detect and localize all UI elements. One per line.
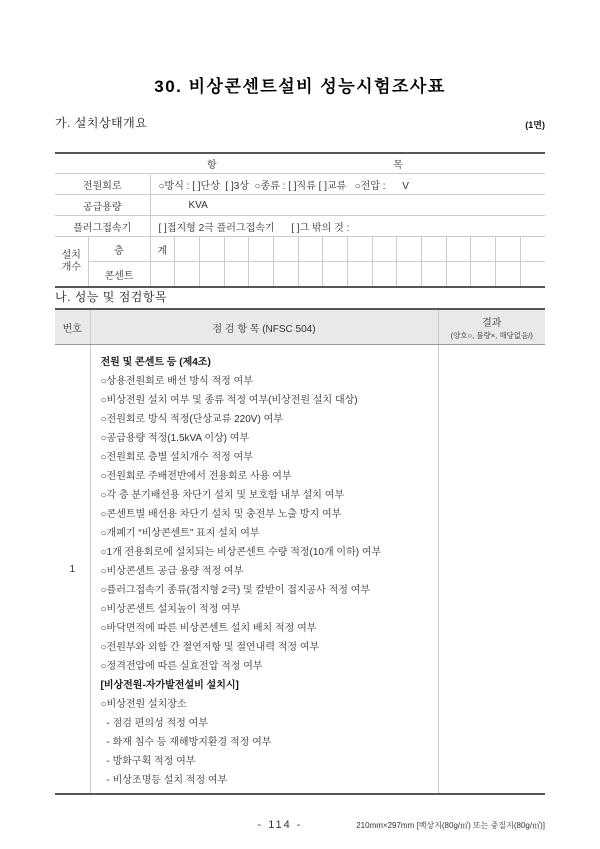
- checklist-item: - 화재 침수 등 재해방지환경 적정 여부: [106, 737, 272, 748]
- result-header-line1: 결과: [482, 317, 502, 329]
- count-cell: [496, 262, 521, 288]
- installation-overview-table: [55, 152, 545, 288]
- count-cell: [298, 262, 323, 288]
- install-count-outlet-row: [55, 262, 545, 288]
- count-cell: [273, 237, 298, 262]
- checklist-table: [55, 308, 545, 795]
- count-cell: [150, 262, 175, 288]
- checklist-item: ○전원회로 주배전반에서 전용회로 사용 여부: [100, 471, 292, 482]
- checklist-items-cell: [90, 345, 438, 795]
- count-cell: [298, 237, 323, 262]
- checklist-item: ○전원부와 외함 간 절연저항 및 절연내력 적정 여부: [100, 642, 320, 653]
- count-cell: [348, 237, 373, 262]
- checklist-item: ○전원회로 층별 설치개수 적정 여부: [100, 452, 253, 463]
- count-cell: [224, 237, 249, 262]
- count-cell: [323, 262, 348, 288]
- checklist-item: ○전원회로 방식 적정(단상교류 220V) 여부: [100, 414, 283, 425]
- checklist-body-row: [55, 345, 545, 795]
- paper-spec-note: 210mm×297mm [백상지(80g/㎡) 또는 중질지(80g/㎡)]: [356, 821, 545, 830]
- checklist-item: ○바닥면적에 따른 비상콘센트 설치 배치 적정 여부: [100, 623, 317, 634]
- checklist-item: ○플러그접속기 종류(접지형 2극) 및 칼받이 접지공사 적정 여부: [100, 585, 371, 596]
- checklist-item: ○1개 전용회로에 설치되는 비상콘센트 수량 적정(10개 이하) 여부: [100, 547, 382, 558]
- floor-row-label: 층: [88, 237, 150, 262]
- count-cell: [520, 262, 545, 288]
- result-header-line2: (양호○, 불량×, 해당없음/): [450, 330, 533, 340]
- table-row: [55, 174, 545, 195]
- count-cell: [471, 237, 496, 262]
- power-circuit-value: ○방식 : [ ]단상 [ ]3상 ○종류 : [ ]직류 [ ]교류 ○전압 : V: [150, 174, 545, 195]
- count-cell: [249, 262, 274, 288]
- result-entry-cell: [438, 345, 545, 795]
- count-cell: [323, 237, 348, 262]
- count-cell: [520, 237, 545, 262]
- col-header-number: 번호: [55, 309, 90, 345]
- checklist-item: ○정격전압에 따른 실효전압 적정 여부: [100, 661, 263, 672]
- page-number: - 114 -: [257, 819, 303, 831]
- count-cell: [496, 237, 521, 262]
- col-header-hang: 항: [206, 160, 217, 171]
- checklist-item: ○공급용량 적정(1.5kVA 이상) 여부: [100, 433, 250, 444]
- install-count-label-line2: 개수: [61, 261, 81, 273]
- count-cell: [348, 262, 373, 288]
- count-cell: [397, 262, 422, 288]
- row-label-plug-connector: 플러그접속기: [55, 216, 150, 237]
- count-cell: [273, 262, 298, 288]
- checklist-item: ○개폐기 “비상콘센트” 표지 설치 여부: [100, 528, 260, 539]
- row-label-supply-capacity: 공급용량: [55, 195, 150, 216]
- checklist-item: - 방화구획 적정 여부: [106, 756, 196, 767]
- count-cell: [249, 237, 274, 262]
- hang-mok-header-cell: [55, 153, 545, 174]
- count-cell: [224, 262, 249, 288]
- checklist-item: ○비상전원 설치장소: [100, 699, 187, 710]
- col-header-item: 점 검 항 목 (NFSC 504): [90, 309, 438, 345]
- table-row: [55, 195, 545, 216]
- checklist-item: - 비상조명등 설치 적정 여부: [106, 775, 228, 786]
- checklist-item: ○비상전원 설치 여부 및 종류 적정 여부(비상전원 설치 대상): [100, 395, 358, 406]
- count-cell: [446, 237, 471, 262]
- supply-capacity-value: KVA: [150, 195, 545, 216]
- page-note: (1면): [525, 120, 545, 130]
- checklist-item: [비상전원-자가발전설비 설치시]: [100, 680, 239, 691]
- section-b-heading: 나. 성능 및 점검항목: [55, 290, 168, 304]
- document-title: 30. 비상콘센트설비 성능시험조사표: [154, 77, 446, 96]
- checklist-item: ○각 층 분기배선용 차단기 설치 및 보호함 내부 설치 여부: [100, 490, 345, 501]
- count-cell: [397, 237, 422, 262]
- section-a-heading: 가. 설치상태개요: [55, 116, 148, 130]
- checklist-item: ○비상콘센트 공급 용량 적정 여부: [100, 566, 244, 577]
- count-cell: [199, 237, 224, 262]
- checklist-header-row: [55, 309, 545, 345]
- outlet-row-label: 콘센트: [88, 262, 150, 288]
- count-cell: [199, 262, 224, 288]
- install-count-label-line1: 설치: [61, 249, 81, 261]
- checklist-item: 전원 및 콘센트 등 (제4조): [100, 357, 211, 368]
- table-row: [55, 216, 545, 237]
- checklist-item: - 점검 편의성 적정 여부: [106, 718, 208, 729]
- checklist-item: ○콘센트별 배선용 차단기 설치 및 충전부 노출 방지 여부: [100, 509, 342, 520]
- count-cell: [175, 262, 200, 288]
- col-header-result: [438, 309, 545, 345]
- row-number-cell: 1: [69, 563, 76, 575]
- checklist-item: ○상용전원회로 배선 방식 적정 여부: [100, 376, 253, 387]
- checklist: [91, 345, 438, 790]
- count-cell: [372, 237, 397, 262]
- count-cell: [372, 262, 397, 288]
- install-count-label: [55, 237, 88, 288]
- count-cell: [422, 237, 447, 262]
- checklist-item: ○비상콘센트 설치높이 적정 여부: [100, 604, 241, 615]
- count-cell: [175, 237, 200, 262]
- table-header-row: [55, 153, 545, 174]
- count-cell: [471, 262, 496, 288]
- total-cell: 계: [150, 237, 175, 262]
- count-cell: [422, 262, 447, 288]
- plug-connector-value: [ ]접지형 2극 플러그접속기 [ ]그 밖의 것 :: [150, 216, 545, 237]
- count-cell: [446, 262, 471, 288]
- row-label-power-circuit: 전원회로: [55, 174, 150, 195]
- col-header-mok: 목: [393, 160, 403, 171]
- install-count-floor-row: [55, 237, 545, 262]
